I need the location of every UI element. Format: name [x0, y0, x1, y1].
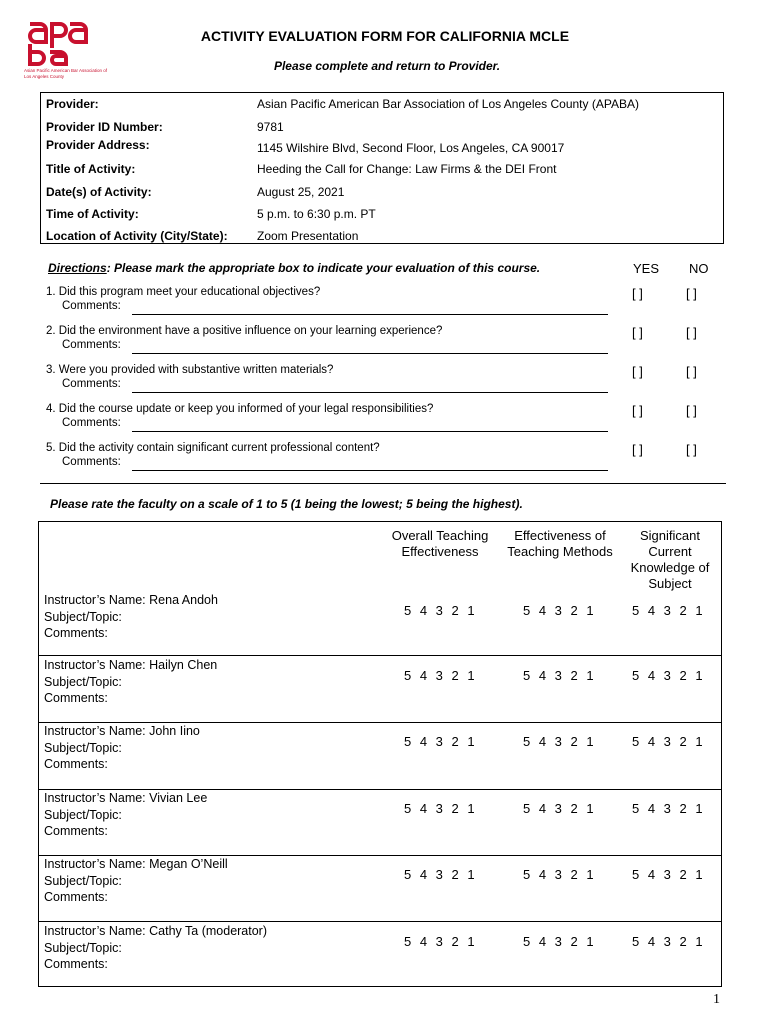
instructor-name-line — [44, 790, 207, 807]
instructor-name-label: Instructor’s Name: — [44, 857, 146, 871]
rating-overall-teaching[interactable]: 5 4 3 2 1 — [404, 934, 476, 949]
question-4-comments-label: Comments: — [62, 417, 121, 429]
question-1-yes-checkbox[interactable]: [ ] — [632, 286, 643, 301]
subject-topic-label: Subject/Topic: — [44, 609, 122, 624]
instructor-name-line — [44, 657, 217, 674]
rating-teaching-methods[interactable]: 5 4 3 2 1 — [523, 603, 595, 618]
instructor-name-label: Instructor’s Name: — [44, 791, 146, 805]
table-row-divider — [38, 655, 722, 656]
yes-column-header: YES — [633, 261, 660, 276]
rating-current-knowledge[interactable]: 5 4 3 2 1 — [632, 734, 704, 749]
provider-value: Asian Pacific American Bar Association of Los Angeles County (APABA) — [257, 97, 639, 111]
instructor-row-3 — [44, 723, 200, 773]
rating-overall-teaching[interactable]: 5 4 3 2 1 — [404, 801, 476, 816]
activity-title-value: Heeding the Call for Change: Law Firms & the DEI Front — [257, 162, 557, 176]
rating-overall-teaching[interactable]: 5 4 3 2 1 — [404, 668, 476, 683]
question-3: 3. Were you provided with substantive written materials? — [46, 364, 334, 376]
activity-title-label: Title of Activity: — [46, 162, 136, 176]
activity-date-value: August 25, 2021 — [257, 185, 345, 199]
rating-overall-teaching[interactable]: 5 4 3 2 1 — [404, 867, 476, 882]
instructor-comments-label: Comments: — [44, 691, 108, 705]
form-subtitle: Please complete and return to Provider. — [273, 59, 501, 73]
question-4-comments-field[interactable] — [132, 431, 608, 432]
rating-teaching-methods[interactable]: 5 4 3 2 1 — [523, 867, 595, 882]
subject-topic-label: Subject/Topic: — [44, 740, 122, 755]
rating-teaching-methods[interactable]: 5 4 3 2 1 — [523, 734, 595, 749]
question-2-comments-label: Comments: — [62, 339, 121, 351]
section-divider — [40, 483, 726, 484]
provider-label: Provider: — [46, 97, 99, 111]
instructor-name-label: Instructor’s Name: — [44, 724, 146, 738]
question-1-comments-field[interactable] — [132, 314, 608, 315]
rating-current-knowledge[interactable]: 5 4 3 2 1 — [632, 668, 704, 683]
activity-date-label: Date(s) of Activity: — [46, 185, 152, 199]
question-3-comments-field[interactable] — [132, 392, 608, 393]
provider-address-label: Provider Address: — [46, 138, 150, 152]
instructor-name: Vivian Lee — [149, 791, 208, 805]
rating-current-knowledge[interactable]: 5 4 3 2 1 — [632, 801, 704, 816]
question-5-yes-checkbox[interactable]: [ ] — [632, 442, 643, 457]
question-5-no-checkbox[interactable]: [ ] — [686, 442, 697, 457]
question-1-comments-label: Comments: — [62, 300, 121, 312]
question-2-yes-checkbox[interactable]: [ ] — [632, 325, 643, 340]
provider-address-value: 1145 Wilshire Blvd, Second Floor, Los Angeles, CA 90017 — [257, 141, 565, 155]
question-3-comments-label: Comments: — [62, 378, 121, 390]
instructor-comments-label: Comments: — [44, 890, 108, 904]
no-column-header: NO — [689, 261, 709, 276]
col-teaching-methods: Effectiveness of Teaching Methods — [507, 528, 613, 559]
rating-current-knowledge[interactable]: 5 4 3 2 1 — [632, 934, 704, 949]
question-3-no-checkbox[interactable]: [ ] — [686, 364, 697, 379]
instructor-name-label: Instructor’s Name: — [44, 924, 146, 938]
instructor-row-5 — [44, 856, 228, 906]
instructor-row-6 — [44, 923, 267, 973]
instructor-name-line — [44, 923, 267, 940]
instructor-comments-label: Comments: — [44, 626, 108, 640]
instructor-name-label: Instructor’s Name: — [44, 593, 146, 607]
question-1: 1. Did this program meet your educational objectives? — [46, 286, 321, 298]
instructor-row-4 — [44, 790, 207, 840]
question-5-comments-label: Comments: — [62, 456, 121, 468]
question-2-no-checkbox[interactable]: [ ] — [686, 325, 697, 340]
provider-id-value: 9781 — [257, 120, 284, 134]
instructor-name-line — [44, 592, 218, 609]
directions-word: Directions — [48, 261, 107, 275]
question-4: 4. Did the course update or keep you informed of your legal responsibilities? — [46, 403, 434, 415]
instructor-comments-label: Comments: — [44, 757, 108, 771]
question-5: 5. Did the activity contain significant current professional content? — [46, 442, 380, 454]
instructor-name: Cathy Ta (moderator) — [149, 924, 268, 938]
instructor-name: Rena Andoh — [149, 593, 218, 607]
instructor-row-2 — [44, 657, 217, 707]
activity-time-label: Time of Activity: — [46, 207, 139, 221]
subject-topic-label: Subject/Topic: — [44, 807, 122, 822]
instructor-comments-label: Comments: — [44, 957, 108, 971]
rating-teaching-methods[interactable]: 5 4 3 2 1 — [523, 668, 595, 683]
instructor-name-line — [44, 723, 200, 740]
rating-overall-teaching[interactable]: 5 4 3 2 1 — [404, 603, 476, 618]
activity-location-label: Location of Activity (City/State): — [46, 229, 228, 243]
faculty-rating-heading: Please rate the faculty on a scale of 1 to 5 (1 being the lowest; 5 being the highest). — [50, 497, 523, 511]
activity-location-value: Zoom Presentation — [257, 229, 359, 243]
question-4-no-checkbox[interactable]: [ ] — [686, 403, 697, 418]
activity-time-value: 5 p.m. to 6:30 p.m. PT — [257, 207, 376, 221]
rating-current-knowledge[interactable]: 5 4 3 2 1 — [632, 867, 704, 882]
question-2-comments-field[interactable] — [132, 353, 608, 354]
question-2: 2. Did the environment have a positive influence on your learning experience? — [46, 325, 443, 337]
instructor-name-label: Instructor’s Name: — [44, 658, 146, 672]
page-number: 1 — [713, 992, 720, 1007]
subject-topic-label: Subject/Topic: — [44, 940, 122, 955]
instructor-name: Hailyn Chen — [149, 658, 218, 672]
table-row-divider — [38, 921, 722, 922]
logo-caption: Asian Pacific American Bar Association of Los Angeles County — [24, 68, 108, 79]
provider-id-label: Provider ID Number: — [46, 120, 163, 134]
instructor-row-1 — [44, 592, 218, 642]
question-5-comments-field[interactable] — [132, 470, 608, 471]
instructor-name-line — [44, 856, 228, 873]
rating-overall-teaching[interactable]: 5 4 3 2 1 — [404, 734, 476, 749]
subject-topic-label: Subject/Topic: — [44, 674, 122, 689]
directions-text: : Please mark the appropriate box to indicate your evaluation of this course. — [106, 261, 541, 275]
instructor-name: Megan O’Neill — [149, 857, 228, 871]
col-current-knowledge: Significant Current Knowledge of Subject — [630, 528, 710, 591]
directions — [48, 261, 540, 275]
rating-teaching-methods[interactable]: 5 4 3 2 1 — [523, 801, 595, 816]
rating-current-knowledge[interactable]: 5 4 3 2 1 — [632, 603, 704, 618]
instructor-name: John Iino — [149, 724, 200, 738]
subject-topic-label: Subject/Topic: — [44, 873, 122, 888]
question-3-yes-checkbox[interactable]: [ ] — [632, 364, 643, 379]
rating-teaching-methods[interactable]: 5 4 3 2 1 — [523, 934, 595, 949]
form-title: ACTIVITY EVALUATION FORM FOR CALIFORNIA MCLE — [200, 28, 570, 44]
instructor-comments-label: Comments: — [44, 824, 108, 838]
col-overall-teaching: Overall Teaching Effectiveness — [391, 528, 489, 559]
question-1-no-checkbox[interactable]: [ ] — [686, 286, 697, 301]
question-4-yes-checkbox[interactable]: [ ] — [632, 403, 643, 418]
